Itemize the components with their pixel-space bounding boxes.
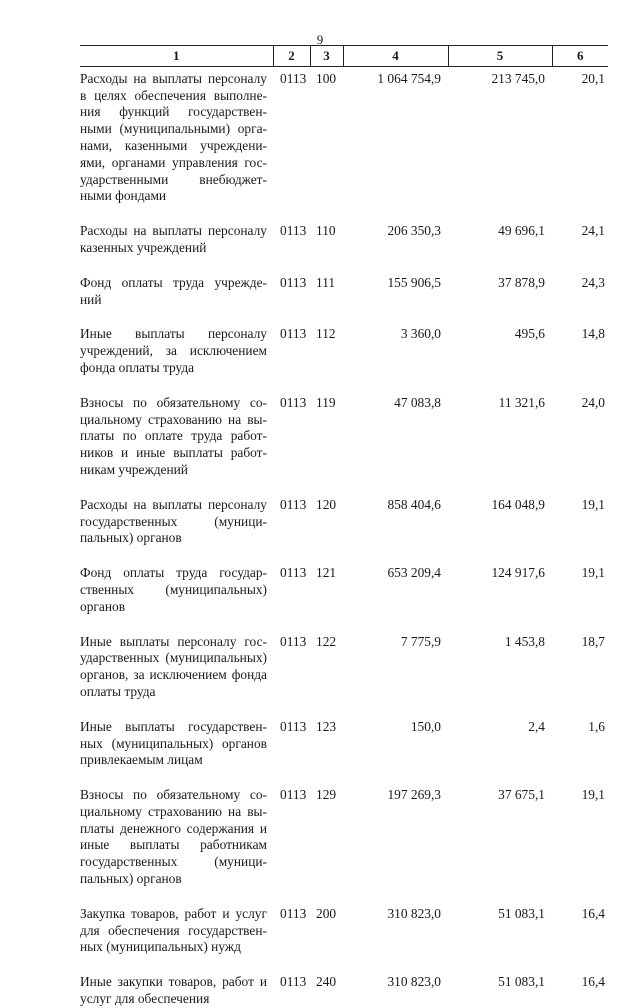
header-col-3: 3 xyxy=(310,46,343,67)
row-col4-value: 653 209,4 xyxy=(387,565,441,581)
row-description: Иные выплаты персоналу учреждений, за исключением фонда оплаты труда xyxy=(80,326,267,375)
row-col4-value: 155 906,5 xyxy=(387,274,441,290)
table-row xyxy=(80,562,608,630)
row-expense-type: 112 xyxy=(316,326,336,342)
row-expense-type: 120 xyxy=(316,496,337,512)
row-expense-type: 110 xyxy=(316,223,336,239)
row-col6-value: 19,1 xyxy=(581,787,605,803)
row-col4-value: 7 775,9 xyxy=(400,633,441,649)
row-section-code: 0113 xyxy=(280,905,307,921)
row-description: Расходы на выплаты персоналу государственных (муници-пальных) органов xyxy=(80,496,267,546)
row-description: Взносы по обязательному со-циальному страхованию на вы-платы денежного содержания и иные выплаты работникам государственных (муници-пальных) органов xyxy=(80,787,267,887)
row-section-code: 0113 xyxy=(280,565,307,581)
row-col6-value: 20,1 xyxy=(581,70,605,86)
row-section-code: 0113 xyxy=(280,223,307,239)
table-row xyxy=(80,272,608,324)
row-expense-type: 122 xyxy=(316,633,337,649)
row-col6-value: 24,3 xyxy=(581,274,605,290)
row-col4-value: 310 823,0 xyxy=(387,974,441,990)
row-col4-value: 1 064 754,9 xyxy=(377,70,441,86)
row-section-code: 0113 xyxy=(280,633,307,649)
row-expense-type: 119 xyxy=(316,394,336,410)
row-col5-value: 1 453,8 xyxy=(504,633,545,649)
row-col5-value: 51 083,1 xyxy=(498,974,545,990)
row-col6-value: 16,4 xyxy=(581,974,605,990)
row-col6-value: 24,0 xyxy=(581,394,605,410)
row-description: Иные выплаты персоналу гос-ударственных (муниципальных) органов, за исключением фонда оплаты труда xyxy=(80,633,267,699)
budget-table xyxy=(80,45,608,1008)
row-col5-value: 495,6 xyxy=(514,326,545,342)
row-col4-value: 858 404,6 xyxy=(387,496,441,512)
header-col-4: 4 xyxy=(343,46,448,67)
row-col5-value: 37 878,9 xyxy=(498,274,545,290)
row-expense-type: 129 xyxy=(316,787,337,803)
row-expense-type: 121 xyxy=(316,565,337,581)
row-col5-value: 49 696,1 xyxy=(498,223,545,239)
table-row xyxy=(80,323,608,391)
row-description: Взносы по обязательному со-циальному страхованию на вы-платы по оплате труда работ-ников и иные выплаты работ-никам учреждений xyxy=(80,394,267,477)
row-col5-value: 124 917,6 xyxy=(491,565,545,581)
row-expense-type: 100 xyxy=(316,70,337,86)
row-section-code: 0113 xyxy=(280,274,307,290)
row-description: Иные выплаты государствен-ных (муниципальных) органов привлекаемым лицам xyxy=(80,718,267,768)
table-row xyxy=(80,631,608,716)
row-section-code: 0113 xyxy=(280,974,307,990)
row-col4-value: 47 083,8 xyxy=(394,394,441,410)
row-section-code: 0113 xyxy=(280,70,307,86)
row-col6-value: 19,1 xyxy=(581,496,605,512)
table-row xyxy=(80,903,608,971)
header-col-1: 1 xyxy=(80,46,273,67)
row-col5-value: 213 745,0 xyxy=(491,70,545,86)
row-col5-value: 11 321,6 xyxy=(498,394,545,410)
table-row xyxy=(80,784,608,903)
table-row xyxy=(80,66,608,220)
row-col5-value: 51 083,1 xyxy=(498,905,545,921)
row-description: Закупка товаров, работ и услуг для обеспечения государствен-ных (муниципальных) нужд xyxy=(80,905,267,955)
row-description: Иные закупки товаров, работ и услуг для обеспечения xyxy=(80,974,267,1007)
row-col4-value: 150,0 xyxy=(410,718,441,734)
row-col5-value: 164 048,9 xyxy=(491,496,545,512)
row-col4-value: 197 269,3 xyxy=(387,787,441,803)
header-col-2: 2 xyxy=(273,46,310,67)
header-col-6: 6 xyxy=(552,46,608,67)
row-col6-value: 19,1 xyxy=(581,565,605,581)
row-description: Расходы на выплаты персоналу в целях обеспечения выполне-ния функций государствен-ными (муниципальными) орга-нами, казенными учреждени-ями, органами управления гос-ударственными внебюджет-ными фондами xyxy=(80,70,267,204)
row-description: Фонд оплаты труда государ-ственных (муниципальных) органов xyxy=(80,565,267,614)
row-col5-value: 37 675,1 xyxy=(498,787,545,803)
header-col-5: 5 xyxy=(448,46,552,67)
row-section-code: 0113 xyxy=(280,718,307,734)
row-col4-value: 3 360,0 xyxy=(400,326,441,342)
row-col5-value: 2,4 xyxy=(528,718,545,734)
table-row xyxy=(80,494,608,562)
row-section-code: 0113 xyxy=(280,496,307,512)
row-expense-type: 240 xyxy=(316,974,337,990)
page-number: 9 xyxy=(316,32,324,47)
row-section-code: 0113 xyxy=(280,394,307,410)
table-row xyxy=(80,220,608,272)
row-col6-value: 16,4 xyxy=(581,905,605,921)
row-col4-value: 310 823,0 xyxy=(387,905,441,921)
row-section-code: 0113 xyxy=(280,326,307,342)
row-description: Расходы на выплаты персоналу казенных учреждений xyxy=(80,223,267,255)
row-col6-value: 24,1 xyxy=(581,223,605,239)
row-expense-type: 123 xyxy=(316,718,337,734)
table-row xyxy=(80,392,608,494)
table-header-row xyxy=(80,46,608,67)
row-expense-type: 200 xyxy=(316,905,337,921)
row-col4-value: 206 350,3 xyxy=(387,223,441,239)
row-col6-value: 1,6 xyxy=(588,718,605,734)
row-expense-type: 111 xyxy=(316,274,336,290)
row-description: Фонд оплаты труда учрежде-ний xyxy=(80,274,267,307)
table-row xyxy=(80,971,608,1008)
row-section-code: 0113 xyxy=(280,787,307,803)
table-row xyxy=(80,716,608,784)
row-col6-value: 18,7 xyxy=(581,633,605,649)
row-col6-value: 14,8 xyxy=(581,326,605,342)
